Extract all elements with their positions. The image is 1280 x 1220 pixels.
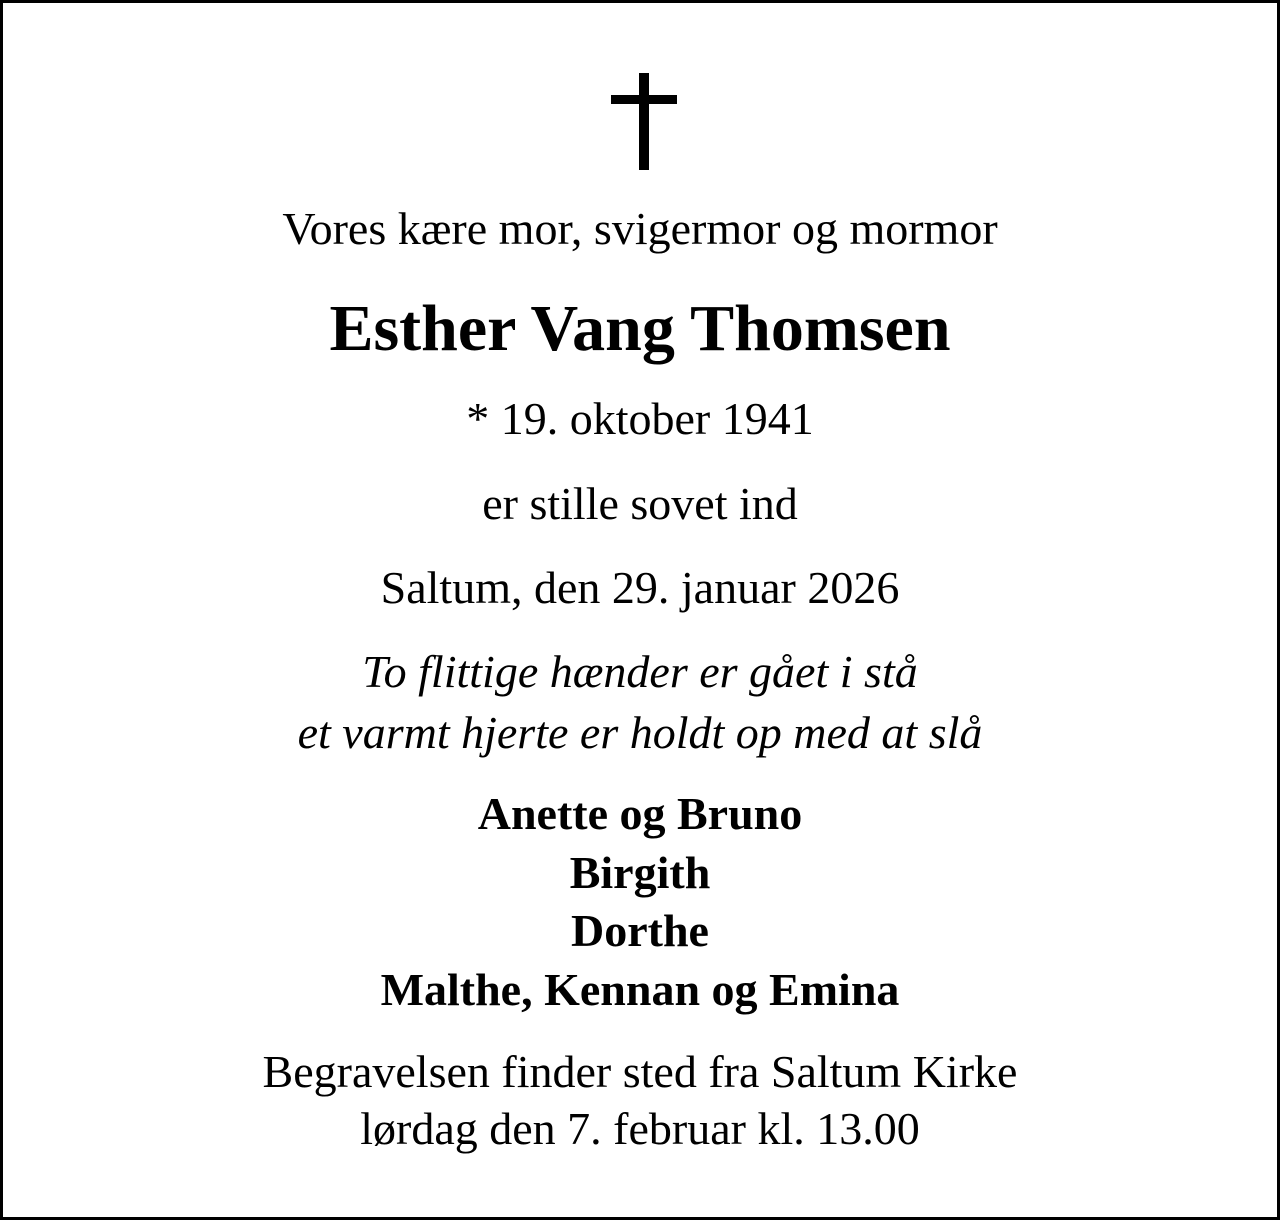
funeral-time: lørdag den 7. februar kl. 13.00	[360, 1103, 920, 1154]
cross-horizontal-bar	[611, 95, 677, 104]
cross-vertical-bar	[639, 73, 649, 170]
mourner-name: Dorthe	[571, 905, 709, 956]
intro-text: Vores kære mor, svigermor og mormor	[282, 203, 998, 254]
mourner-name: Malthe, Kennan og Emina	[380, 963, 900, 1015]
memorial-verse	[3, 641, 1277, 763]
verse-line: To flittige hænder er gået i stå	[362, 646, 918, 697]
place-and-date-of-death: Saltum, den 29. januar 2026	[380, 562, 900, 613]
funeral-location: Begravelsen finder sted fra Saltum Kirke	[262, 1046, 1018, 1097]
birth-date: * 19. oktober 1941	[466, 393, 814, 444]
passed-text: er stille sovet ind	[482, 478, 798, 529]
mourners-list	[3, 785, 1277, 1019]
deceased-name: Esther Vang Thomsen	[329, 292, 951, 365]
mourner-name: Birgith	[569, 846, 711, 898]
mourner-name: Anette og Bruno	[477, 788, 803, 839]
cross-icon	[611, 73, 679, 171]
funeral-information	[3, 1043, 1277, 1157]
verse-line: et varmt hjerte er holdt op med at slå	[297, 707, 983, 758]
